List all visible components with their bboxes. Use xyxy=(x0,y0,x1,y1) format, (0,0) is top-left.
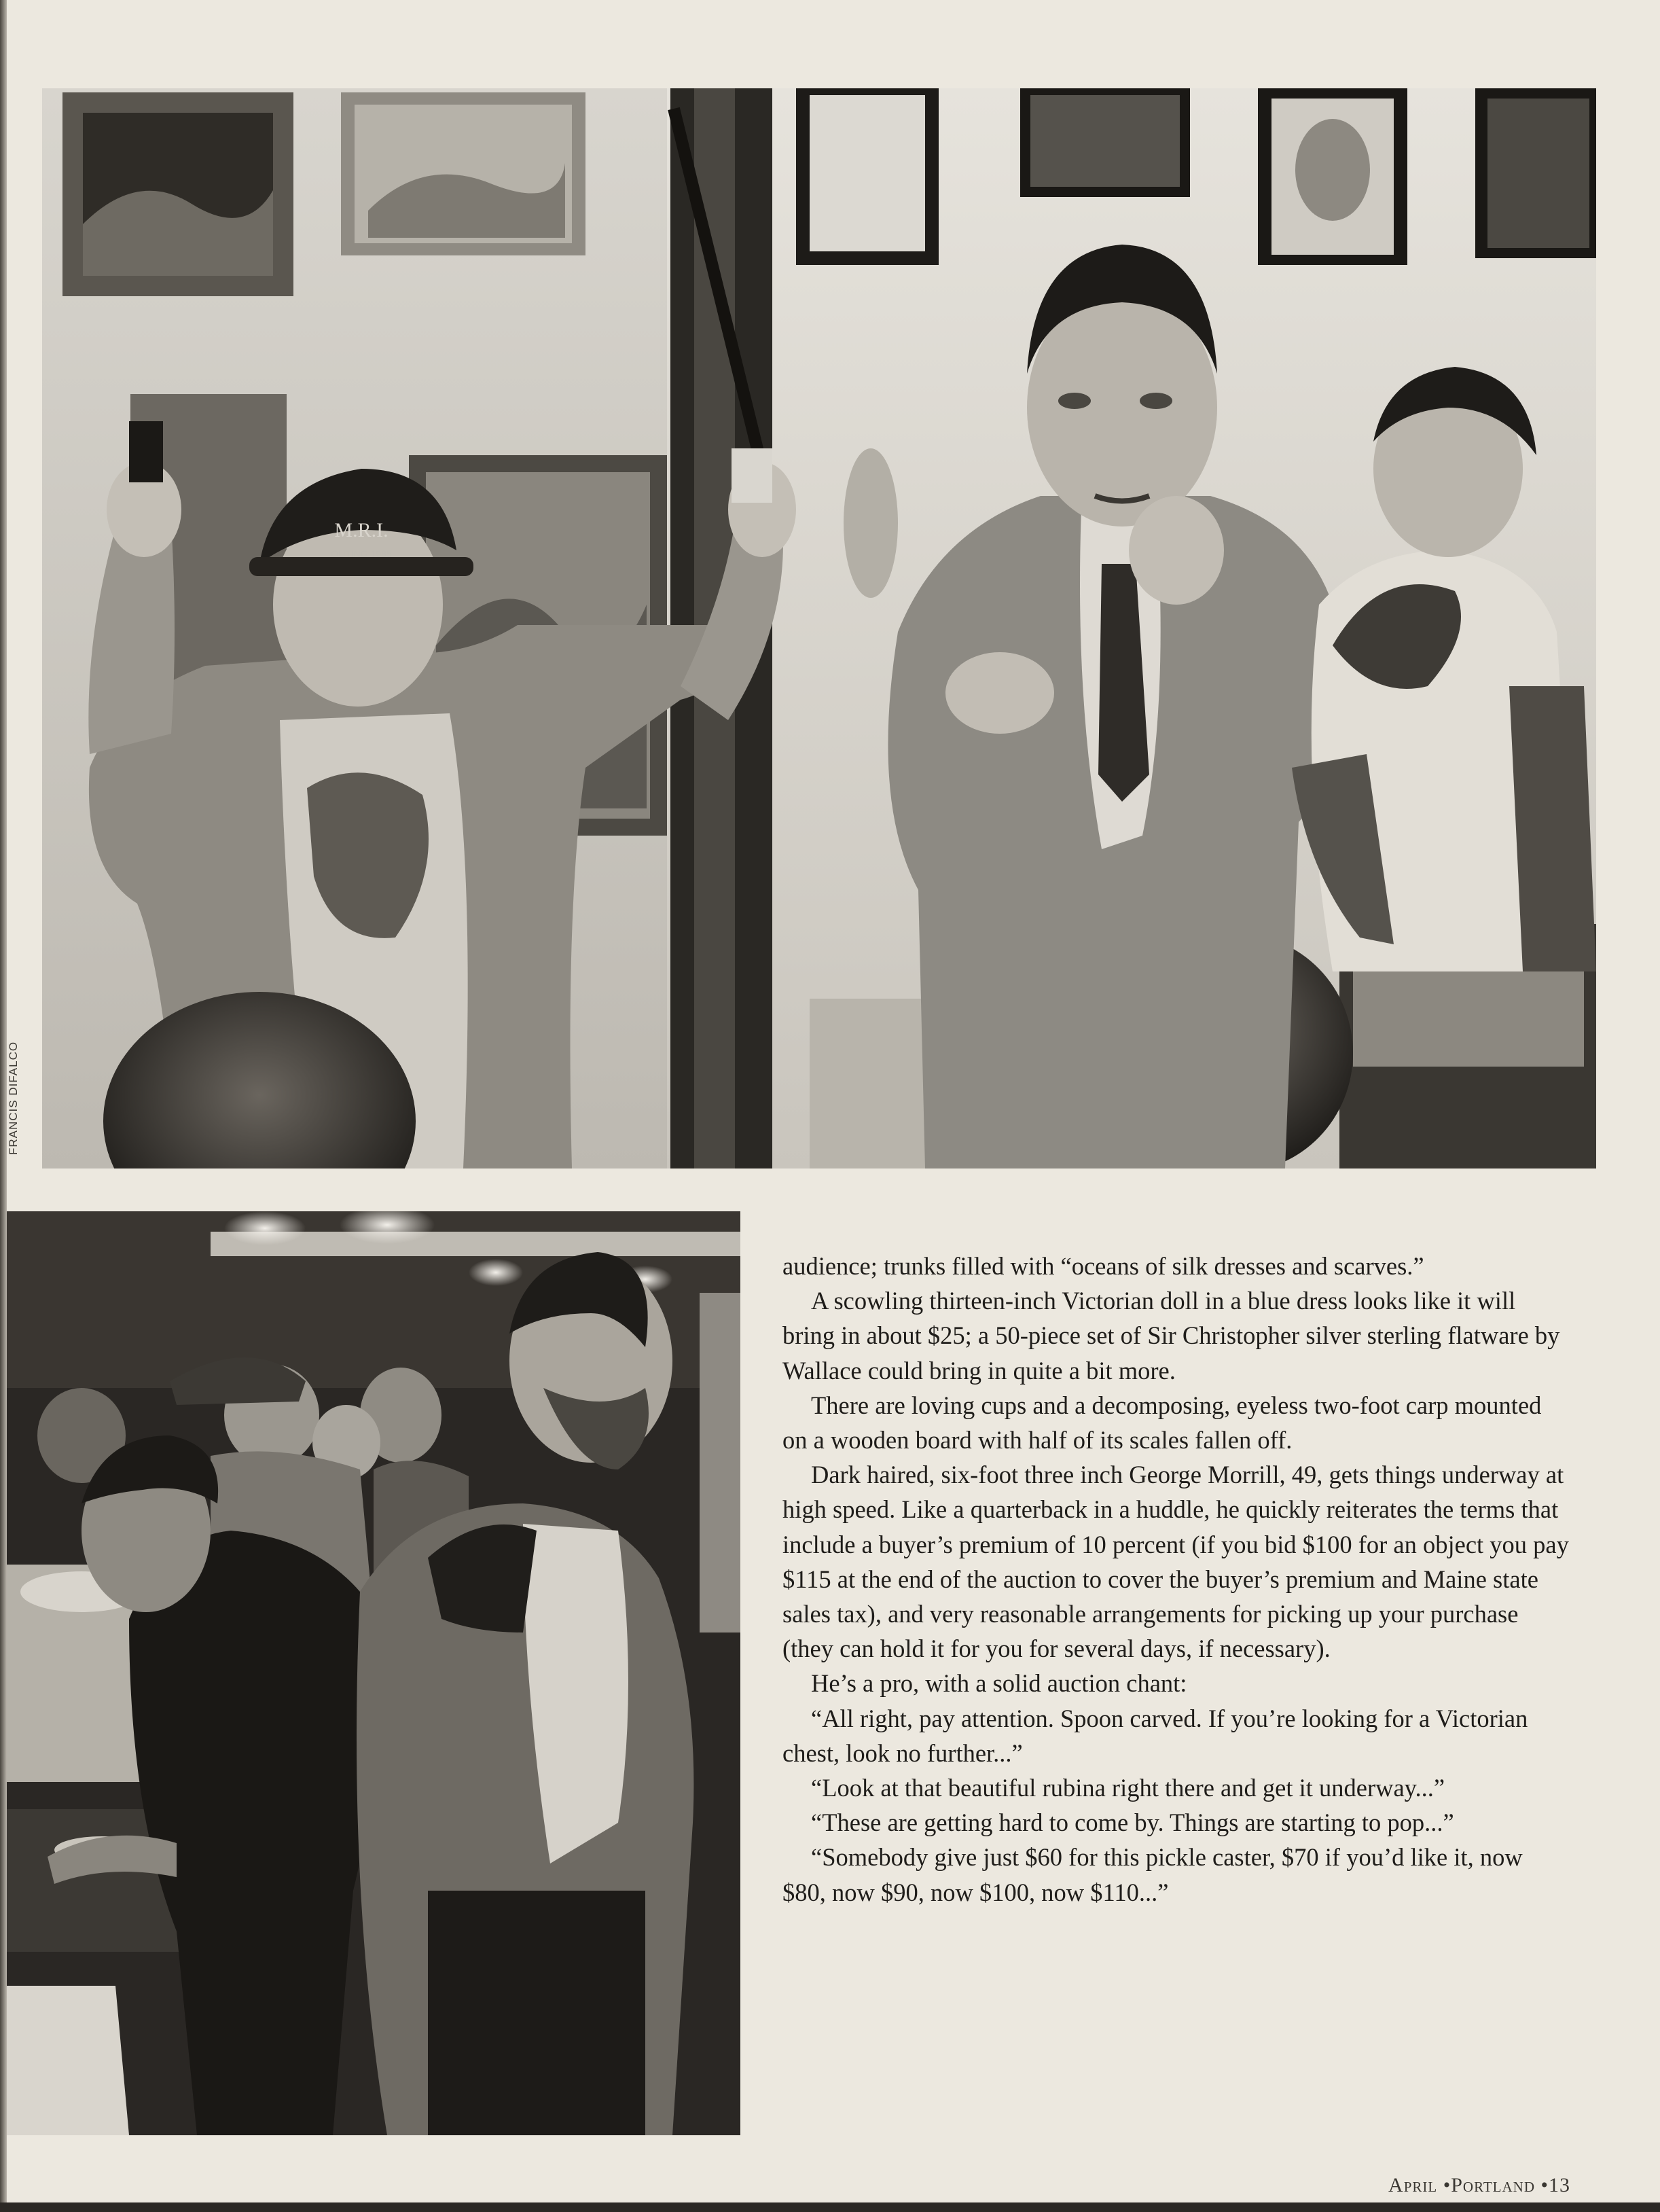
auction-photo-bottom xyxy=(7,1211,740,2135)
auction-photo-top xyxy=(42,88,1596,1169)
folio-separator: • xyxy=(1443,2174,1451,2196)
folio-magazine: Portland xyxy=(1451,2174,1535,2196)
cap-sublettering: OUTING 1985 xyxy=(331,548,392,559)
article-paragraph: “These are getting hard to come by. Things are starting to pop...” xyxy=(811,1808,1454,1837)
page-folio xyxy=(1388,2174,1570,2197)
article-paragraph: audience; trunks filled with “oceans of silk dresses and scarves.” xyxy=(782,1252,1424,1280)
article-paragraph: He’s a pro, with a solid auction chant: xyxy=(811,1669,1187,1698)
article-paragraph: A scowling thirteen-inch Victorian doll in a blue dress looks like it will bring in about $25; a 50-piece set of Sir Christopher silver sterling flatware by Wallace could bring in quite a bit more. xyxy=(782,1287,1560,1385)
photo-credit-text: FRANCIS DIFALCO xyxy=(7,1041,20,1155)
cap-lettering: M.R.I. xyxy=(334,519,389,541)
auction-photo-bottom-image xyxy=(7,1211,740,2135)
folio-page-number: 13 xyxy=(1549,2174,1570,2196)
article-paragraph: “All right, pay attention. Spoon carved. If you’re looking for a Victorian chest, look no further...” xyxy=(782,1704,1528,1767)
article-paragraph: There are loving cups and a decomposing, eyeless two-foot carp mounted on a wooden board with half of its scales fallen off. xyxy=(782,1391,1542,1455)
page-bottom-edge xyxy=(0,2202,1660,2212)
article-paragraph: “Somebody give just $60 for this pickle caster, $70 if you’d like it, now $80, now $90, now $100, now $110...” xyxy=(782,1843,1523,1906)
article-column xyxy=(782,1249,1570,1910)
folio-month: April xyxy=(1388,2174,1438,2196)
page-binding-edge xyxy=(0,0,7,2212)
article-paragraph: “Look at that beautiful rubina right there and get it underway...” xyxy=(811,1774,1445,1802)
article-paragraph: Dark haired, six-foot three inch George Morrill, 49, gets things underway at high speed. Like a quarterback in a huddle, he quickly reiterates the terms that include a buyer’s premium of 10 percent (if you bid $100 for an object you pay $115 at the end of the auction to cover the buyer’s premium and Maine state sales tax), and very reasonable arrangements for picking up your purchase (they can hold it for you for several days, if necessary). xyxy=(782,1461,1569,1663)
folio-separator: • xyxy=(1540,2174,1549,2196)
auction-photo-top-image xyxy=(42,88,1596,1169)
photo-credit xyxy=(3,1041,139,1155)
